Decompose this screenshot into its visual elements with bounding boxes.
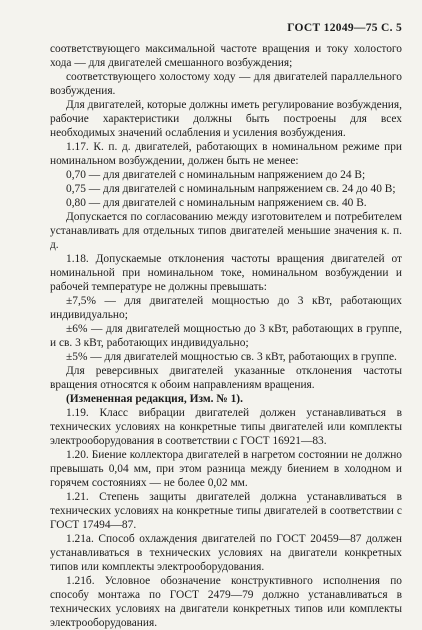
paragraph: соответствующего холостому ходу — для двигателей параллельного возбуждения. bbox=[50, 71, 402, 97]
paragraph: 0,70 — для двигателей с номинальным напряжением до 24 В; bbox=[66, 169, 366, 181]
page-header: ГОСТ 12049—75 С. 5 bbox=[287, 22, 402, 34]
amendment-note: (Измененная редакция, Изм. № 1). bbox=[66, 393, 243, 405]
document-body bbox=[50, 42, 402, 630]
clause-1-17: 1.17. К. п. д. двигателей, работающих в номинальном режиме при номинальном возбуждении, должен быть не менее: bbox=[50, 141, 402, 167]
paragraph: ±6% — для двигателей мощностью до 3 кВт, работающих в группе, и св. 3 кВт, работающих индивидуально; bbox=[50, 323, 402, 349]
clause-1-21: 1.21. Степень защиты двигателей должна устанавливаться в технических условиях на конкретные типы двигателей в соответствии с ГОСТ 17494—87. bbox=[50, 491, 402, 531]
clause-1-20: 1.20. Биение коллектора двигателей в нагретом состоянии не должно превышать 0,04 мм, при этом разница между биением в холодном и горячем состояниях — не более 0,02 мм. bbox=[50, 449, 402, 489]
paragraph: соответствующего максимальной частоте вращения и току холостого хода — для двигателей смешанного возбуждения; bbox=[50, 43, 402, 69]
paragraph: ±5% — для двигателей мощностью св. 3 кВт, работающих в группе. bbox=[66, 351, 397, 363]
paragraph: ±7,5% — для двигателей мощностью до 3 кВт, работающих индивидуально; bbox=[50, 295, 402, 321]
clause-1-18: 1.18. Допускаемые отклонения частоты вращения двигателей от номинальной при номинальном токе, номинальном возбуждении и рабочей температуре не должны превышать: bbox=[50, 253, 402, 293]
paragraph: Для реверсивных двигателей указанные отклонения частоты вращения относятся к обоим направлениям вращения. bbox=[50, 365, 402, 391]
clause-1-19: 1.19. Класс вибрации двигателей должен устанавливаться в технических условиях на конкретные типы двигателей или комплекты электрооборудования в соответствии с ГОСТ 16921—83. bbox=[50, 407, 402, 447]
paragraph: Для двигателей, которые должны иметь регулирование возбуждения, рабочие характеристики должны быть построены для всех необходимых значений ослабления и усиления возбуждения. bbox=[50, 99, 402, 139]
clause-1-21a: 1.21а. Способ охлаждения двигателей по ГОСТ 20459—87 должен устанавливаться в технических условиях на двигатели конкретных типов или комплекты электрооборудования. bbox=[50, 533, 402, 573]
paragraph: 0,80 — для двигателей с номинальным напряжением св. 40 В. bbox=[66, 197, 367, 209]
paragraph: 0,75 — для двигателей с номинальным напряжением св. 24 до 40 В; bbox=[66, 183, 396, 195]
clause-1-21b: 1.21б. Условное обозначение конструктивного исполнения по способу монтажа по ГОСТ 2479—79 должно устанавливаться в технических условиях на двигатели конкретных типов или комплекты электрооборудования. bbox=[50, 575, 402, 629]
paragraph: Допускается по согласованию между изготовителем и потребителем устанавливать для отдельных типов двигателей меньшие значения к. п. д. bbox=[50, 211, 402, 251]
